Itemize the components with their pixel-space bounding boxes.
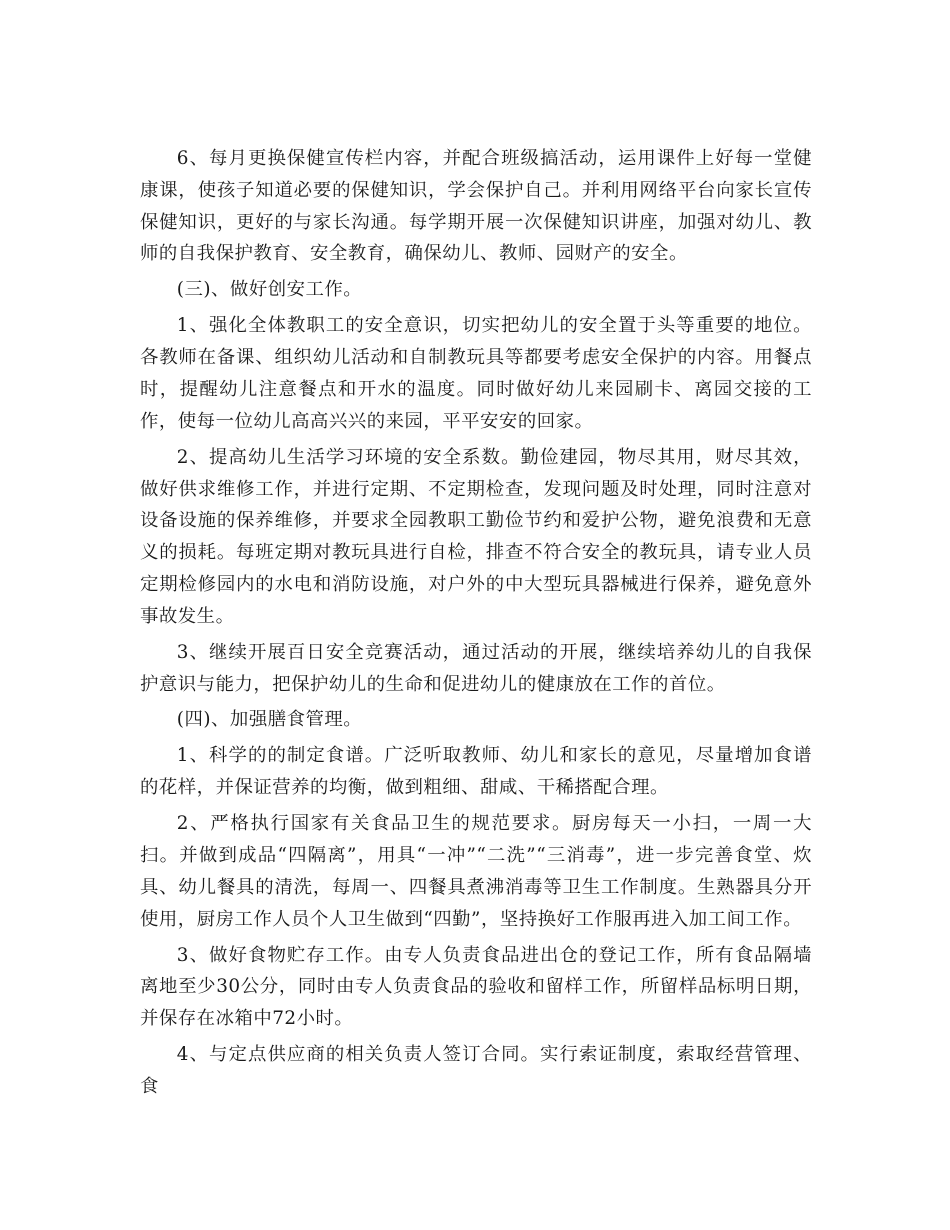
paragraph-safety-awareness: 1、强化全体教职工的安全意识，切实把幼儿的安全置于头等重要的地位。各教师在备课、组织幼儿活动和自制教玩具等都要考虑安全保护的内容。用餐点时，提醒幼儿注意餐点和开水的温度。同时做好幼儿来园刷卡、离园交接的工作，使每一位幼儿高高兴兴的来园，平平安安的回家。 — [140, 315, 812, 432]
paragraph-supplier-contract: 4、与定点供应商的相关负责人签订合同。实行索证制度，索取经营管理、食 — [140, 1044, 812, 1097]
section-heading-meals: (四)、加强膳食管理。 — [176, 709, 363, 731]
document-body — [140, 143, 812, 1107]
paragraph-environment-safety: 2、提高幼儿生活学习环境的安全系数。勤俭建园，物尽其用，财尽其效，做好供求维修工作，并进行定期、不定期检查，发现问题及时处理，同时注意对设备设施的保养维修，并要求全园教职工勤俭节约和爱护公物，避免浪费和无意义的损耗。每班定期对教玩具进行自检，排查不符合安全的教玩具，请专业人员定期检修园内的水电和消防设施，对户外的中大型玩具器械进行保养，避免意外事故发生。 — [140, 446, 812, 627]
paragraph-food-storage: 3、做好食物贮存工作。由专人负责食品进出仓的登记工作，所有食品隔墙离地至少30公分，同时由专人负责食品的验收和留样工作，所留样品标明日期，并保存在冰箱中72小时。 — [140, 944, 812, 1030]
paragraph-safety-competition: 3、继续开展百日安全竞赛活动，通过活动的开展，继续培养幼儿的自我保护意识与能力，把保护幼儿的生命和促进幼儿的健康放在工作的首位。 — [140, 641, 812, 695]
paragraph-health-promotion: 6、每月更换保健宣传栏内容，并配合班级搞活动，运用课件上好每一堂健康课，使孩子知道必要的保健知识，学会保护自己。并利用网络平台向家长宣传保健知识，更好的与家长沟通。每学期开展一次保健知识讲座，加强对幼儿、教师的自我保护教育、安全教育，确保幼儿、教师、园财产的安全。 — [140, 148, 812, 265]
paragraph-food-hygiene: 2、严格执行国家有关食品卫生的规范要求。厨房每天一小扫，一周一大扫。并做到成品“四隔离”，用具“一冲”“二洗”“三消毒”，进一步完善食堂、炊具、幼儿餐具的清洗，每周一、四餐具煮沸消毒等卫生工作制度。生熟器具分开使用，厨房工作人员个人卫生做到“四勤”，坚持换好工作服再进入加工间工作。 — [140, 813, 812, 930]
paragraph-menu-planning: 1、科学的的制定食谱。广泛听取教师、幼儿和家长的意见，尽量增加食谱的花样，并保证营养的均衡，做到粗细、甜咸、干稀搭配合理。 — [140, 745, 812, 799]
section-heading-safety: (三)、做好创安工作。 — [176, 279, 363, 301]
